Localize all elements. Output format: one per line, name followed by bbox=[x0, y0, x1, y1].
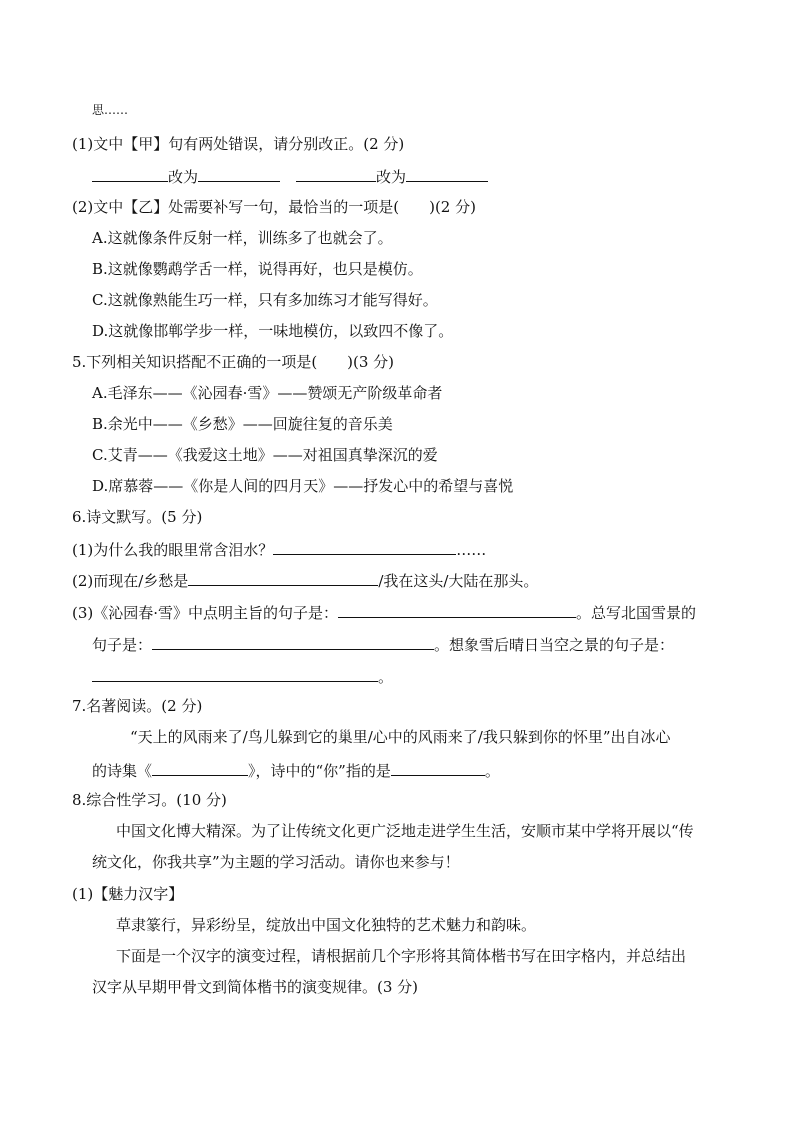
question-7-quote: “天上的风雨来了/鸟儿躲到它的巢里/心中的风雨来了/我只躲到你的怀里”出自冰心 bbox=[130, 728, 671, 746]
ellipsis: …… bbox=[456, 541, 487, 559]
blank[interactable] bbox=[198, 165, 280, 182]
option-b: B.余光中——《乡愁》——回旋往复的音乐美 bbox=[92, 415, 393, 433]
prompt-text: (3)《沁园春·雪》中点明主旨的句子是： bbox=[72, 604, 339, 622]
blank[interactable] bbox=[273, 538, 456, 555]
paragraph: 下面是一个汉字的演变过程，请根据前几个字形将其简体楷书写在田字格内，并总结出 bbox=[116, 947, 687, 965]
question-8: 8.综合性学习。(10 分) bbox=[72, 791, 227, 809]
option-c: C.这就像熟能生巧一样，只有多加练习才能写得好。 bbox=[92, 291, 438, 309]
prompt-text: (1)为什么我的眼里常含泪水？ bbox=[72, 541, 274, 559]
prompt-text: 。想象雪后晴日当空之景的句子是： bbox=[434, 636, 675, 654]
question-6-2 bbox=[72, 569, 538, 591]
option-a: A.毛泽东——《沁园春·雪》——赞颂无产阶级革命者 bbox=[92, 384, 443, 402]
prompt-text: 的诗集《 bbox=[92, 762, 153, 780]
question-6-1 bbox=[72, 538, 486, 560]
blank[interactable] bbox=[152, 633, 434, 650]
blank[interactable] bbox=[296, 165, 376, 182]
question-4-2: (2)文中【乙】处需要补写一句，最恰当的一项是( )(2 分) bbox=[72, 198, 476, 216]
question-7: 7.名著阅读。(2 分) bbox=[72, 697, 203, 715]
answer-line-correction bbox=[92, 165, 488, 187]
option-b: B.这就像鹦鹉学舌一样，说得再好，也只是模仿。 bbox=[92, 260, 423, 278]
prompt-text: 》，诗中的“你”指的是 bbox=[248, 762, 391, 780]
blank[interactable] bbox=[188, 569, 378, 586]
question-7-cont bbox=[92, 759, 500, 781]
blank[interactable] bbox=[152, 759, 248, 776]
paragraph: 汉字从早期甲骨文到简体楷书的演变规律。(3 分) bbox=[92, 978, 419, 996]
question-8-intro-cont: 统文化，你我共享”为主题的学习活动。请你也来参与！ bbox=[92, 853, 460, 871]
question-6-3 bbox=[72, 601, 696, 623]
paragraph: 草隶篆行，异彩纷呈，绽放出中国文化独特的艺术魅力和韵味。 bbox=[116, 916, 537, 934]
question-8-intro: 中国文化博大精深。为了让传统文化更广泛地走进学生生活，安顺市某中学将开展以“传 bbox=[116, 822, 694, 840]
question-4-1: (1)文中【甲】句有两处错误，请分别改正。(2 分) bbox=[72, 135, 405, 153]
period: 。 bbox=[378, 668, 394, 686]
option-d: D.席慕蓉——《你是人间的四月天》——抒发心中的希望与喜悦 bbox=[92, 477, 514, 495]
blank[interactable] bbox=[92, 665, 378, 682]
blank[interactable] bbox=[406, 165, 488, 182]
period: 。 bbox=[484, 762, 500, 780]
option-c: C.艾青——《我爱这土地》——对祖国真挚深沉的爱 bbox=[92, 446, 438, 464]
blank-label: 改为 bbox=[376, 168, 407, 186]
question-8-1-heading: (1)【魅力汉字】 bbox=[72, 885, 184, 903]
question-6-3-cont bbox=[92, 633, 674, 655]
option-a: A.这就像条件反射一样，训练多了也就会了。 bbox=[92, 229, 393, 247]
continued-text: 思…… bbox=[92, 103, 129, 117]
blank[interactable] bbox=[391, 759, 485, 776]
question-6-3-end bbox=[92, 665, 393, 687]
question-6: 6.诗文默写。(5 分) bbox=[72, 508, 203, 526]
blank[interactable] bbox=[338, 601, 576, 618]
prompt-text: (2)而现在/乡愁是 bbox=[72, 572, 189, 590]
option-d: D.这就像邯郸学步一样，一味地模仿，以致四不像了。 bbox=[92, 322, 454, 340]
blank[interactable] bbox=[92, 165, 168, 182]
question-5: 5.下列相关知识搭配不正确的一项是( )(3 分) bbox=[72, 353, 395, 371]
prompt-text: 句子是： bbox=[92, 636, 153, 654]
blank-label: 改为 bbox=[168, 168, 199, 186]
prompt-text: 。总写北国雪景的 bbox=[576, 604, 697, 622]
prompt-text: /我在这头/大陆在那头。 bbox=[378, 572, 539, 590]
